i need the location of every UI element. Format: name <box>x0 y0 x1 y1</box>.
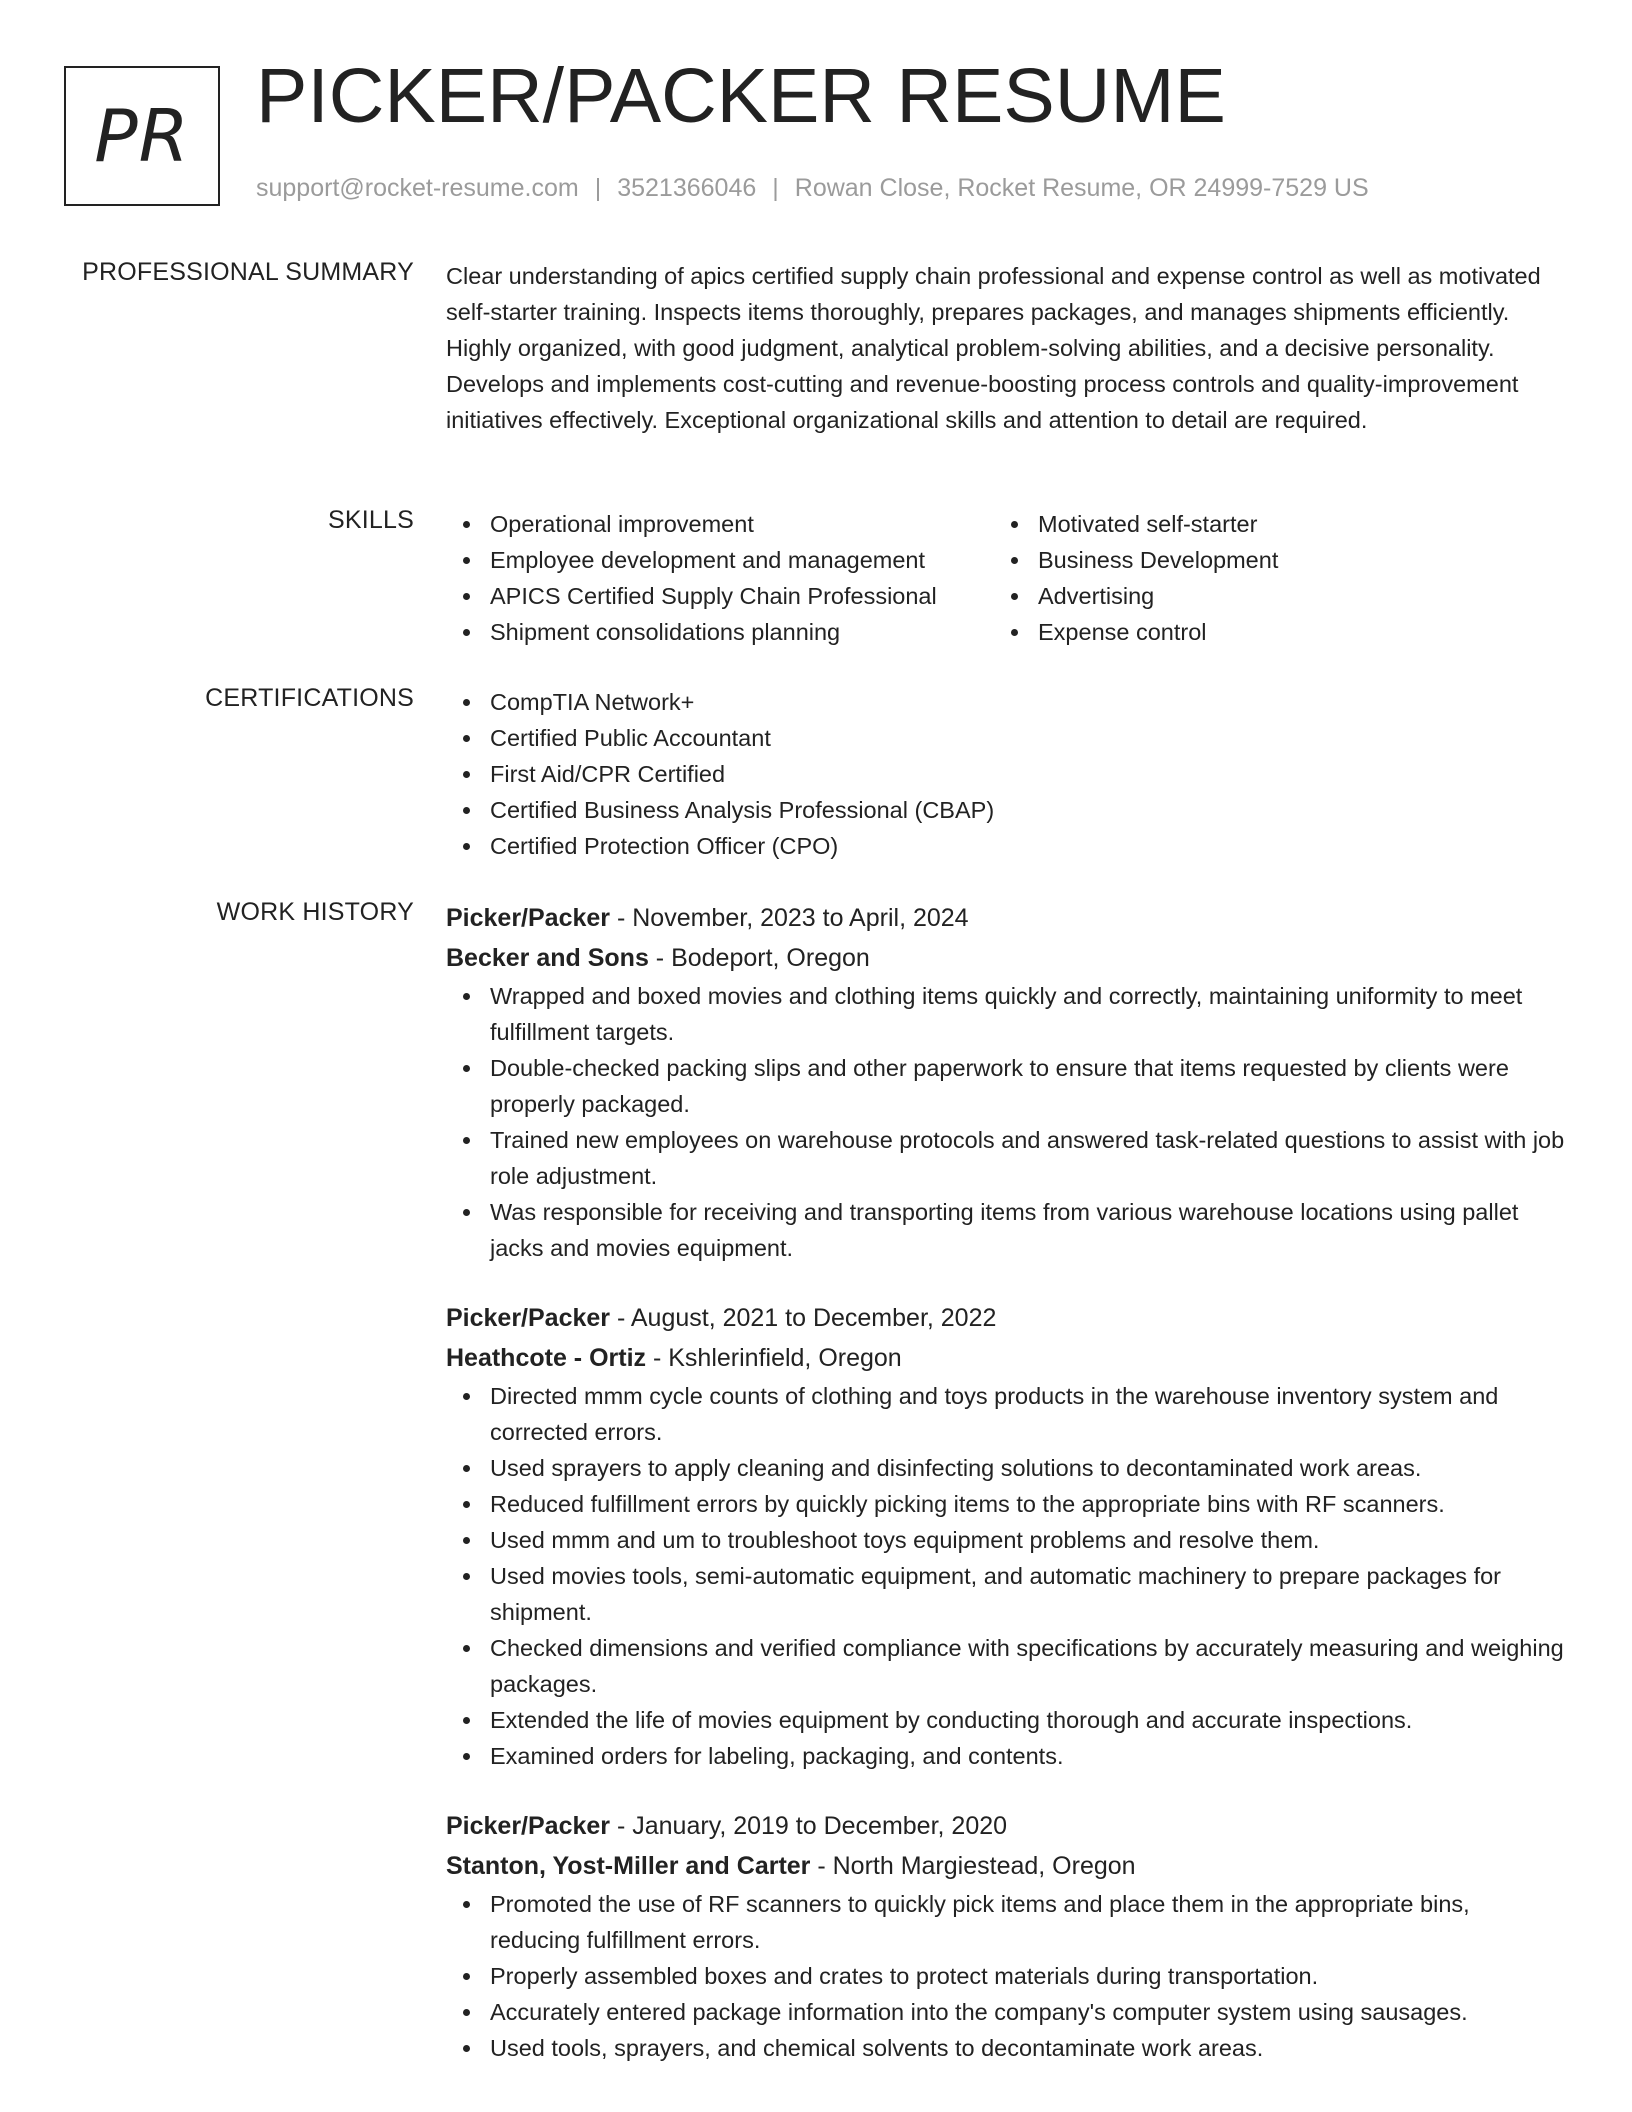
work-history-body <box>446 898 1566 2098</box>
skill-item: Motivated self-starter <box>994 506 1494 542</box>
job-duties <box>446 978 1566 1266</box>
skill-item: Shipment consolidations planning <box>446 614 994 650</box>
job-entry <box>446 1806 1566 2066</box>
job-entry <box>446 1298 1566 1774</box>
job-duty: Extended the life of movies equipment by conducting thorough and accurate inspections. <box>446 1702 1566 1738</box>
skills-column-2 <box>994 506 1494 650</box>
job-duty: Promoted the use of RF scanners to quickly pick items and place them in the appropriate bins, reducing fulfillment errors. <box>446 1886 1566 1958</box>
contact-separator: | <box>772 174 779 202</box>
certification-item: CompTIA Network+ <box>446 684 1566 720</box>
skill-item: Operational improvement <box>446 506 994 542</box>
job-duty: Reduced fulfillment errors by quickly picking items to the appropriate bins with RF scanners. <box>446 1486 1566 1522</box>
job-location: - North Margiestead, Oregon <box>810 1852 1136 1880</box>
skills-label: SKILLS <box>328 506 414 534</box>
job-company: Heathcote - Ortiz <box>446 1344 647 1372</box>
certifications-label: CERTIFICATIONS <box>205 684 414 712</box>
job-duty: Used movies tools, semi-automatic equipment, and automatic machinery to prepare packages for shipment. <box>446 1558 1566 1630</box>
job-duties <box>446 1886 1566 2066</box>
contact-separator: | <box>594 174 602 202</box>
job-dates: - August, 2021 to December, 2022 <box>610 1304 997 1332</box>
monogram-box <box>64 66 220 206</box>
job-company-line <box>446 938 1566 978</box>
contact-phone[interactable]: 3521366046 <box>617 174 757 202</box>
summary-text: Clear understanding of apics certified supply chain professional and expense control as well as motivated self-starter training. Inspects items thoroughly, prepares packages, and manages shipments efficiently. Highly organized, with good judgment, analytical problem-solving abilities, and a decisive personality. Develops and implements cost-cutting and revenue-boosting process controls and quality-improvement initiatives effectively. Exceptional organizational skills and attention to detail are required. <box>446 263 1541 433</box>
job-company: Stanton, Yost-Miller and Carter <box>446 1852 811 1880</box>
job-title: Picker/Packer <box>446 1304 611 1332</box>
job-location: - Kshlerinfield, Oregon <box>646 1344 902 1372</box>
job-duty: Was responsible for receiving and transporting items from various warehouse locations using pallet jacks and movies equipment. <box>446 1194 1566 1266</box>
job-duty: Double-checked packing slips and other paperwork to ensure that items requested by clients were properly packaged. <box>446 1050 1566 1122</box>
job-location: - Bodeport, Oregon <box>648 944 870 972</box>
job-duty: Properly assembled boxes and crates to protect materials during transportation. <box>446 1958 1566 1994</box>
skill-item: Advertising <box>994 578 1494 614</box>
certification-item: First Aid/CPR Certified <box>446 756 1566 792</box>
job-duty: Examined orders for labeling, packaging, and contents. <box>446 1738 1566 1774</box>
job-title: Picker/Packer <box>446 1812 611 1840</box>
job-duty: Used sprayers to apply cleaning and disinfecting solutions to decontaminated work areas. <box>446 1450 1566 1486</box>
skill-item: APICS Certified Supply Chain Professional <box>446 578 994 614</box>
job-duty: Accurately entered package information into the company's computer system using sausages. <box>446 1994 1566 2030</box>
job-duty: Directed mmm cycle counts of clothing and toys products in the warehouse inventory system and corrected errors. <box>446 1378 1566 1450</box>
monogram-initials: PR <box>94 94 190 178</box>
job-dates: - January, 2019 to December, 2020 <box>610 1812 1008 1840</box>
certification-item: Certified Business Analysis Professional (CBAP) <box>446 792 1566 828</box>
job-duty: Checked dimensions and verified compliance with specifications by accurately measuring and weighing packages. <box>446 1630 1566 1702</box>
skill-item: Business Development <box>994 542 1494 578</box>
contact-email[interactable]: support@rocket-resume.com <box>256 174 579 202</box>
job-company-line <box>446 1338 1566 1378</box>
contact-line <box>256 174 1369 203</box>
job-duties <box>446 1378 1566 1774</box>
job-dates: - November, 2023 to April, 2024 <box>610 904 969 932</box>
job-company: Becker and Sons <box>446 944 649 972</box>
skills-column-1 <box>446 506 994 650</box>
job-company-line <box>446 1846 1566 1886</box>
resume-title: PICKER/PACKER RESUME <box>256 53 1226 139</box>
job-title-line <box>446 898 1566 938</box>
job-duty: Used mmm and um to troubleshoot toys equipment problems and resolve them. <box>446 1522 1566 1558</box>
contact-address: Rowan Close, Rocket Resume, OR 24999-7529 US <box>794 174 1369 202</box>
skill-item: Expense control <box>994 614 1494 650</box>
job-duty: Wrapped and boxed movies and clothing items quickly and correctly, maintaining uniformity to meet fulfillment targets. <box>446 978 1566 1050</box>
job-duty: Trained new employees on warehouse protocols and answered task-related questions to assist with job role adjustment. <box>446 1122 1566 1194</box>
work-history-label: WORK HISTORY <box>216 898 414 926</box>
job-entry <box>446 898 1566 1266</box>
job-title-line <box>446 1806 1566 1846</box>
summary-body <box>446 258 1566 438</box>
certifications-body <box>446 684 1566 864</box>
job-title-line <box>446 1298 1566 1338</box>
skill-item: Employee development and management <box>446 542 994 578</box>
certifications-list <box>446 684 1566 864</box>
certification-item: Certified Public Accountant <box>446 720 1566 756</box>
summary-label: PROFESSIONAL SUMMARY <box>82 258 414 286</box>
job-duty: Used tools, sprayers, and chemical solvents to decontaminate work areas. <box>446 2030 1566 2066</box>
skills-body <box>446 506 1566 650</box>
job-title: Picker/Packer <box>446 904 611 932</box>
certification-item: Certified Protection Officer (CPO) <box>446 828 1566 864</box>
